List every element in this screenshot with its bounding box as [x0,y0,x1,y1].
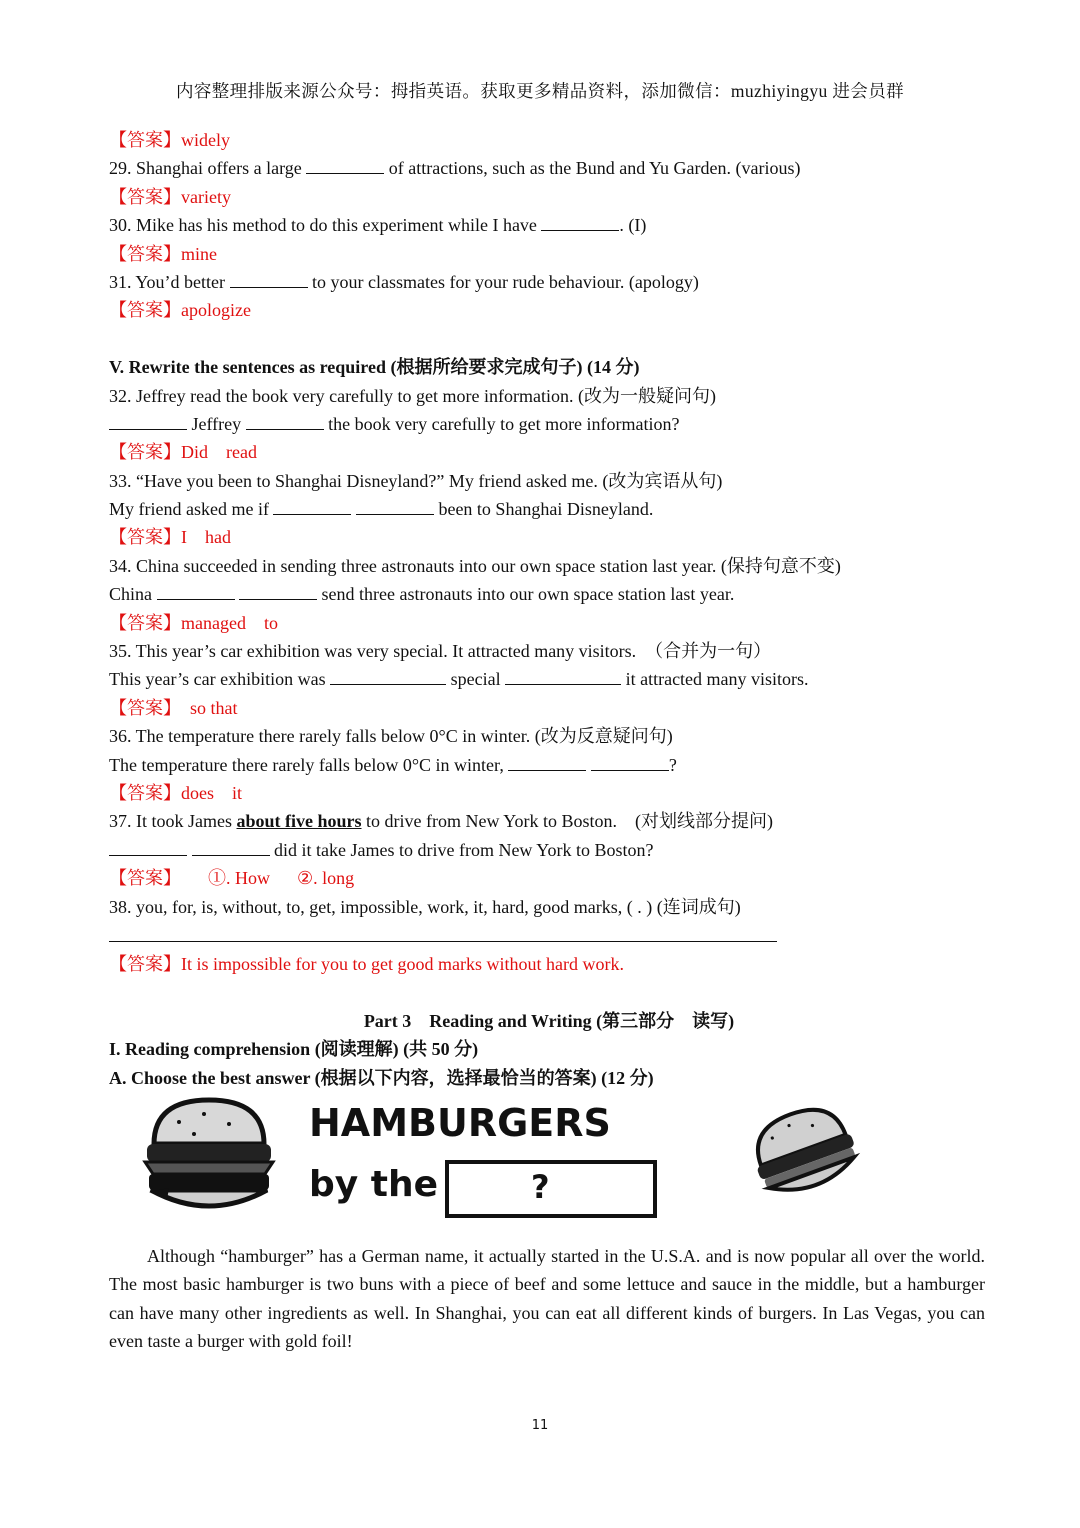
answer-33: 【答案】I had [109,527,231,548]
answer-34: 【答案】managed to [109,612,278,633]
question-30: 30. Mike has his method to do this experiment while I have . (I) [109,215,647,236]
question-36-fill: The temperature there rarely falls below 0°C in winter, ? [109,754,677,775]
question-35: 35. This year’s car exhibition was very special. It attracted many visitors. （合并为一句） [109,641,772,662]
page-number: 11 [531,1418,549,1433]
blank [541,214,619,231]
question-33: 33. “Have you been to Shanghai Disneyland?” My friend asked me. (改为宾语从句) [109,470,723,491]
question-box [447,1162,655,1216]
answer-38: 【答案】It is impossible for you to get good marks without hard work. [109,953,624,974]
blank [330,668,446,685]
reading-passage [109,1242,985,1356]
hamburgers-illustration [109,1092,989,1242]
question-37-fill: did it take James to drive from New York to Boston? [109,836,989,864]
page-content [109,126,989,1356]
blank [230,271,308,288]
reading-comprehension-title: I. Reading comprehension (阅读理解) (共 50 分) [109,1039,479,1060]
section-v-title: V. Rewrite the sentences as required (根据所给要求完成句子) (14 分) [109,357,640,378]
answer-28: 【答案】widely [109,130,230,150]
blank [505,668,621,685]
question-29: 29. Shanghai offers a large of attractions, such as the Bund and Yu Garden. (various) [109,158,801,179]
question-32-fill: Jeffrey the book very carefully to get more information? [109,410,989,438]
page-header: 内容整理排版来源公众号：拇指英语。获取更多精品资料，添加微信：muzhiyingyu 进会员群 [175,81,905,101]
blank [591,754,669,771]
question-34: 34. China succeeded in sending three astronauts into our own space station last year. (保持句意不变) [109,555,841,576]
question-mark: ? [531,1167,550,1206]
hamburgers-figure [109,1092,989,1242]
blank [306,157,384,174]
answer-line [109,921,777,942]
question-34-fill: China send three astronauts into our own space station last year. [109,584,735,605]
figure-title-line1: HAMBURGERS [309,1100,611,1145]
figure-title-line2: by the [309,1163,439,1205]
question-31: 31. You’d better to your classmates for your rude behaviour. (apology) [109,271,699,292]
question-32: 32. Jeffrey read the book very carefully to get more information. (改为一般疑问句) [109,385,716,406]
question-36: 36. The temperature there rarely falls below 0°C in winter. (改为反意疑问句) [109,726,673,747]
answer-32: 【答案】Did read [109,442,257,463]
blank [239,583,317,600]
underlined-part: about five hours [236,811,362,832]
burger-right-icon [743,1097,863,1202]
burger-left-icon [145,1100,273,1206]
blank [273,498,351,515]
blank [109,839,187,856]
blank [508,754,586,771]
passage-paragraph: Although “hamburger” has a German name, it actually started in the U.S.A. and is now popular all over the world. The most basic hamburger is two buns with a piece of beef and some lettuce and sauce in the middle, but a hamburger can have many other ingredients as well. In Shanghai, you can eat all different kinds of burgers. In Las Vegas, you can even taste a burger with gold foil! [109,1245,985,1352]
answer-35: 【答案】 so that [109,697,238,718]
answer-29: 【答案】variety [109,186,231,207]
question-37: 37. It took James about five hours to drive from New York to Boston. (对划线部分提问) [109,811,774,832]
part-3-title: Part 3 Reading and Writing (第三部分 读写) [363,1010,735,1031]
blank [192,839,270,856]
choose-best-answer-title: A. Choose the best answer (根据以下内容，选择最恰当的答案) (12 分) [109,1067,654,1088]
answer-31: 【答案】apologize [109,300,251,321]
answer-37: 【答案】 ①. How ②. long [109,868,355,889]
blank [356,498,434,515]
blank [246,413,324,430]
blank [109,413,187,430]
question-35-fill: This year’s car exhibition was special it attracted many visitors. [109,669,809,690]
question-33-fill: My friend asked me if been to Shanghai Disneyland. [109,499,654,520]
question-38: 38. you, for, is, without, to, get, impossible, work, it, hard, good marks, ( . ) (连词成句) [109,896,741,917]
answer-30: 【答案】mine [109,243,217,264]
blank [157,583,235,600]
answer-36: 【答案】does it [109,782,242,803]
